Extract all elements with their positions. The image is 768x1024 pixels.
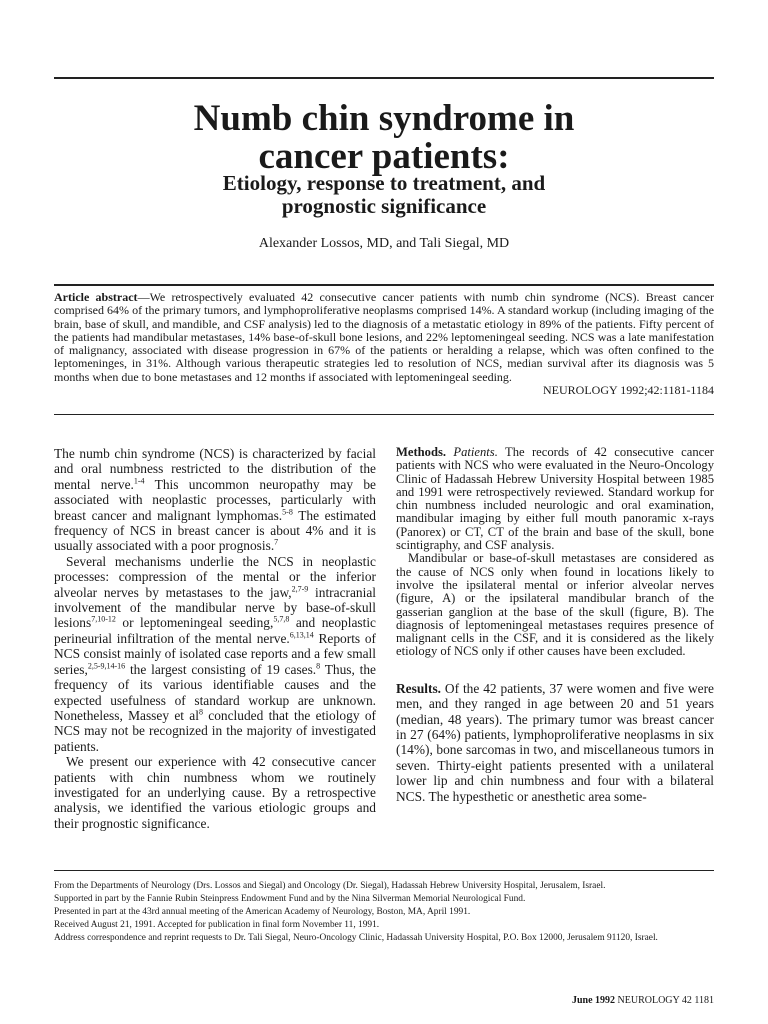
- text-run: Of the 42 patients, 37 were women and five were men, and they ranged in age between 20 and 51 years (median, 48 years). The primary tumor was breast cancer in 27 (64%) patients, lymphoproliferative neoplasms in six (14%), bone sarcomas in two, and miscellaneous tumors in seven. Thirty-eight patients presented with a unilateral lower lip and chin numbness and four with a bilateral NCS. The hypesthetic or anesthetic area some-: [396, 680, 714, 804]
- citation-superscript: 8: [198, 707, 203, 717]
- text-run: Several mechanisms underlie the NCS in neoplastic processes: compression of the mental or the inferior alveolar nerves by metastases to the jaw,: [54, 553, 376, 600]
- authors: Alexander Lossos, MD, and Tali Siegal, MD: [258, 236, 510, 251]
- citation-superscript: 1-4: [133, 476, 145, 486]
- text-run: The numb chin syndrome (NCS) is characterized by facial and oral numbness restricted to the distribution of the mental nerve.: [54, 446, 376, 492]
- text-run: or leptomeningeal seeding,: [115, 615, 274, 631]
- footnote-presented: Presented in part at the 43rd annual meeting of the American Academy of Neurology, Boston, MA, April 1991.: [54, 907, 471, 917]
- page-footer: [572, 995, 714, 1006]
- citation: NEUROLOGY 1992;42:1181-1184: [543, 383, 714, 398]
- abstract-top-rule: [54, 284, 714, 286]
- citation-superscript: 8: [316, 661, 321, 671]
- abstract: [54, 291, 714, 397]
- methods-paragraph-2: Mandibular or base-of-skull metastases are considered as the cause of NCS only when found in locations likely to involve the ipsilateral mental or inferior alveolar nerves (figure, A) or the ipsilateral mandibular branch of the gasserian ganglion at the base of the skull (figure, B). The diagnosis of leptomeningeal metastases requires presence of malignant cells in the CSF, and it is considered as the likely etiology of NCS only if other causes have been excluded.: [396, 551, 714, 659]
- text-run: This uncommon neuropathy may be associated with neoplastic processes, particularly with breast cancer and malignant lymphomas.: [54, 476, 376, 523]
- top-rule: [54, 77, 714, 79]
- methods-subheading: Patients.: [453, 445, 498, 459]
- article-title: [0, 100, 768, 176]
- methods-paragraph-1: [396, 446, 714, 552]
- results-heading: Results.: [396, 680, 442, 696]
- text-run: Reports of NCS consist mainly of isolated case reports and a few small series,: [54, 630, 376, 677]
- intro-paragraph-1: [54, 446, 376, 554]
- results-paragraph: [396, 681, 714, 804]
- subtitle-line-2: prognostic significance: [281, 194, 487, 218]
- citation-superscript: 5-8: [282, 507, 293, 517]
- footnote-rule: [54, 870, 714, 871]
- text-run: Thus, the frequency of its various identifiable causes and the expected usefulness of standard workup are unknown. Nonetheless, Massey et al: [54, 661, 376, 723]
- citation-superscript: 7: [274, 537, 279, 547]
- right-column: [396, 446, 714, 804]
- text-run: The records of 42 consecutive cancer patients with NCS who were evaluated in the Neuro-Oncology Clinic of Hadassah Hebrew University Hospital between 1985 and 1991 were retrospectively reviewed. Standard workup for chin numbness included neurologic and oral examination, mandibular imaging by either full mouth panoramic x-rays (Panorex) or CT, CT of the brain and base of the skull, bone scintigraphy, and CSF analysis.: [396, 445, 714, 553]
- left-column: [54, 446, 376, 831]
- footnote-correspondence: Address correspondence and reprint requests to Dr. Tali Siegal, Neuro-Oncology Clinic, Hadassah University Hospital, P.O. Box 12000, Jerusalem 91120, Israel.: [54, 933, 658, 943]
- footer-date: June 1992: [571, 995, 616, 1006]
- footnote-affiliation: From the Departments of Neurology (Drs. Lossos and Siegal) and Oncology (Dr. Siegal), Hadassah Hebrew University Hospital, Jerusalem, Israel.: [54, 881, 606, 891]
- title-line-1: Numb chin syndrome in: [193, 98, 575, 139]
- footnote-support: Supported in part by the Fannie Rubin Steinpress Endowment Fund and by the Nina Silverman Memorial Neurological Fund.: [54, 894, 526, 904]
- intro-paragraph-3: We present our experience with 42 consecutive cancer patients with chin numbness whom we routinely investigated for an underlying cause. By a retrospective analysis, we identified the various etiologic groups and their prognostic significance.: [54, 754, 376, 831]
- text-run: intracranial involvement of the mandibular nerve by base-of-skull lesions: [54, 584, 376, 631]
- intro-paragraph-2: [54, 554, 376, 754]
- citation-superscript: 2,7-9: [291, 584, 309, 594]
- article-subtitle: [0, 172, 768, 218]
- text-run: concluded that the etiology of NCS may not be recognized in the majority of investigated patients.: [54, 707, 376, 754]
- abstract-lead: Article abstract: [54, 290, 138, 304]
- text-run: and neoplastic perineurial infiltration of the mental nerve.: [54, 615, 376, 646]
- text-run: The estimated frequency of NCS in breast cancer is about 4% and it is usually associated with a poor prognosis.: [54, 507, 376, 554]
- footnotes: [54, 880, 714, 945]
- footnote-received: Received August 21, 1991. Accepted for publication in final form November 11, 1991.: [54, 920, 380, 930]
- citation-superscript: 6,13,14: [289, 630, 314, 640]
- citation-superscript: 5,7,8: [273, 615, 290, 624]
- abstract-bottom-rule: [54, 414, 714, 415]
- abstract-text: —We retrospectively evaluated 42 consecutive cancer patients with numb chin syndrome (NCS). Breast cancer comprised 64% of the primary tumors, and lymphoproliferative neoplasms comprised 14%. A standard workup (including imaging of the brain, base of skull, and mandible, and CSF analysis) led to the diagnosis of a metastatic etiology in 89% of the patients. Fifty percent of the patients had mandibular metastases, 14% base-of-skull bone lesions, and 22% leptomeningeal seeding. NCS was a late manifestation of malignancy, associated with disease progression in 67% of the patients or heralding a relapse, which was often confined to the leptomeninges, in 31%. Although various therapeutic strategies led to resolution of NCS, median survival after its diagnosis was 5 months when due to bone metastases and 12 months if associated with leptomeningeal seeding.: [54, 290, 715, 384]
- subtitle-line-1: Etiology, response to treatment, and: [222, 171, 546, 195]
- footer-journal-page: NEUROLOGY 42 1181: [615, 995, 714, 1006]
- citation-superscript: 7,10-12: [91, 615, 116, 624]
- methods-heading: Methods.: [396, 445, 447, 459]
- citation-superscript: 2,5-9,14-16: [87, 661, 126, 671]
- abstract-body: [54, 291, 714, 384]
- title-line-2: cancer patients:: [258, 136, 510, 177]
- text-run: the largest consisting of 19 cases.: [125, 661, 317, 677]
